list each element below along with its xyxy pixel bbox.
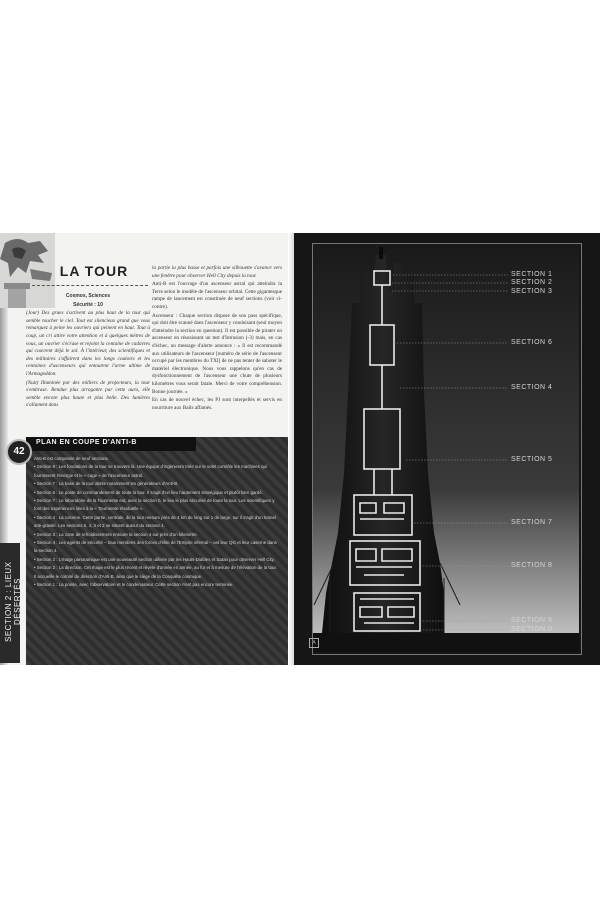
plan-item: • Section 1 : La pointe, avec l'observatoire et le condensateur. Cette section n'est pas encore terminée. [34, 582, 234, 588]
plan-item: • Section 7 : La base de la tour abrite notamment les générateurs d'Anti-B. [34, 481, 179, 487]
paragraph-continuation: la partie la plus basse et parfois une silhouette s'avance vers une fenêtre pour observer Hell City depuis la tour. [152, 265, 282, 279]
section-6-label: SECTION 6 [511, 339, 553, 346]
plan-list [34, 455, 280, 590]
plan-item: • Section 4 : Les agents de sécurité – tous membres des forces d'élite de l'Empire infernal – ont leur QG et leur caserne dans la section 4. [34, 540, 277, 554]
tower-cross-section-illustration [294, 233, 600, 665]
plan-item: • Section 2 : L'étage panoramique est une nouveauté section utilisée par les Hauts-Diables et Satan pour observer Hell City. [34, 556, 275, 562]
plan-item: • Section 7 : Le laboratoire de la Tourmente est, avec la section 0, le lieu le plus sécurisé de toute la tour. Les scientifiques y font des expériences liées à la « Tourmente résiduelle ». [34, 498, 275, 512]
section-3-label: SECTION 3 [511, 288, 553, 295]
section-7-label: SECTION 7 [511, 519, 553, 526]
section-1-label: SECTION 1 [511, 271, 553, 278]
page-title: LA TOUR [59, 263, 129, 279]
publisher-logo-icon: A [309, 638, 319, 648]
plan-item: • Section 8 : Les fondations de la tour se trouvent là. Une équipe d'ingénieurs triée sur le volet contrôle les machines qui fournissent l'énergie et le « cage » de l'ascenseur astral. [34, 464, 268, 478]
chapter-side-tab [0, 543, 20, 663]
right-page [294, 233, 600, 665]
paragraph-ascenseur: Ascenseur : Chaque section dispose de son pass spécifique, qui doit être scanné dans l'ascenseur y conduisant (seul moyen d'atteindre la section en question). Il est possible de pirater un ascenseur en réussissant un test d'Intrusion (-3) mais, en cas d'échec, un message d'alerte annonce : « Il est recommandé aux utilisateurs de l'ascenseur [numéro de série de l'ascenseur occupé par les membres du TXI] de ne pas tenter de saboter le matériel électronique. Nous vous rappelons qu'en cas de dysfonctionnement de l'ascenseur une chute de plusieurs kilomètres vous serait fatale. Merci de votre compréhension. Bonne journée. » [152, 312, 282, 395]
text-column-1 [26, 293, 150, 411]
plan-item: • Section 2 : La direction. Cet étage est le plus récent et révèle d'année en année, au fur et à mesure de l'élévation de la tour. Il accueille le comité de direction d'Anti-B, ainsi que le siège de la Conquête cosmique. [34, 565, 277, 579]
plan-item: Anti-B est composée de neuf sections. [34, 456, 109, 461]
page-number: 42 [6, 439, 32, 465]
book-spread [0, 233, 600, 665]
section-0-label: SECTION 0 [511, 626, 553, 633]
section-2-label: SECTION 2 [511, 279, 553, 286]
keywords: Cosmos, Sciences [65, 293, 111, 299]
chapter-side-tab-label: SECTION 2 : LIEUX DÉSERTÉS [4, 561, 22, 643]
section-5-label: SECTION 5 [511, 456, 553, 463]
left-page [0, 233, 293, 665]
plan-item: • Section 4 : La colonne. Cette partie, centrale, de la tour mesure près de 4 km de long sur 1 de large, sur il s'agit d'un tunnel anti-gravité. Les sections 5, 4, 3 et 2 se situent autour du secteur 4. [34, 514, 276, 529]
plan-item: • Section 6 : Le poste de commandement de toute la tour. Il s'agit d'un lieu hautement stratégique et plutôt bien gardé. [34, 489, 263, 495]
title-divider [32, 285, 148, 286]
section-4-label: SECTION 4 [511, 384, 553, 391]
paragraph-anti-b: Anti-B est l'ouvrage d'un ascenseur astral qui atteindra la Terre selon le modèle de l'ascenseur orbital. Cette gigantesque rampe de lancement est constituée de neuf sections (voir ci-contre). [152, 281, 282, 310]
night-description: (Nuit) Illuminée par des milliers de projecteurs, la tour s'embrase. Rendue plus arrogante par cette aura, elle semble encore plus haute et plus belle. Des lumières s'allument dans [26, 379, 150, 409]
section-9-label: SECTION 9 [511, 617, 553, 624]
paragraph-echec: En cas de nouvel échec, les PJ sont interpellés et servis en nourriture aux Bails affamés. [152, 397, 282, 411]
plan-title: PLAN EN COUPE D'ANTI-B [36, 439, 137, 446]
security-rating: Sécurité : 10 [73, 301, 103, 308]
day-description: (Jour) Des grues s'activent au plus haut de la tour qui semble toucher le ciel. Tout est silencieux grand que vous remarquez à peine les ouvriers qui peinent en haut. Tout à coup, un cri attire votre attention et à quelques mètres de vous, un ouvrier s'écrase et rejoint la centaine de cadavres qui couvrent déjà le sol. À l'intérieur, des scientifiques et des militaires s'affairent dans les longs couloirs et les centaines d'ascenseurs qui entourent l'arme ultime de l'Armageddon. [26, 310, 150, 377]
text-column-2 [152, 265, 282, 413]
section-8-label: SECTION 8 [511, 562, 553, 569]
plan-item: • Section 3 : La zone de refroidissement entoure la section 4 sur près d'un kilomètre. [34, 531, 198, 537]
